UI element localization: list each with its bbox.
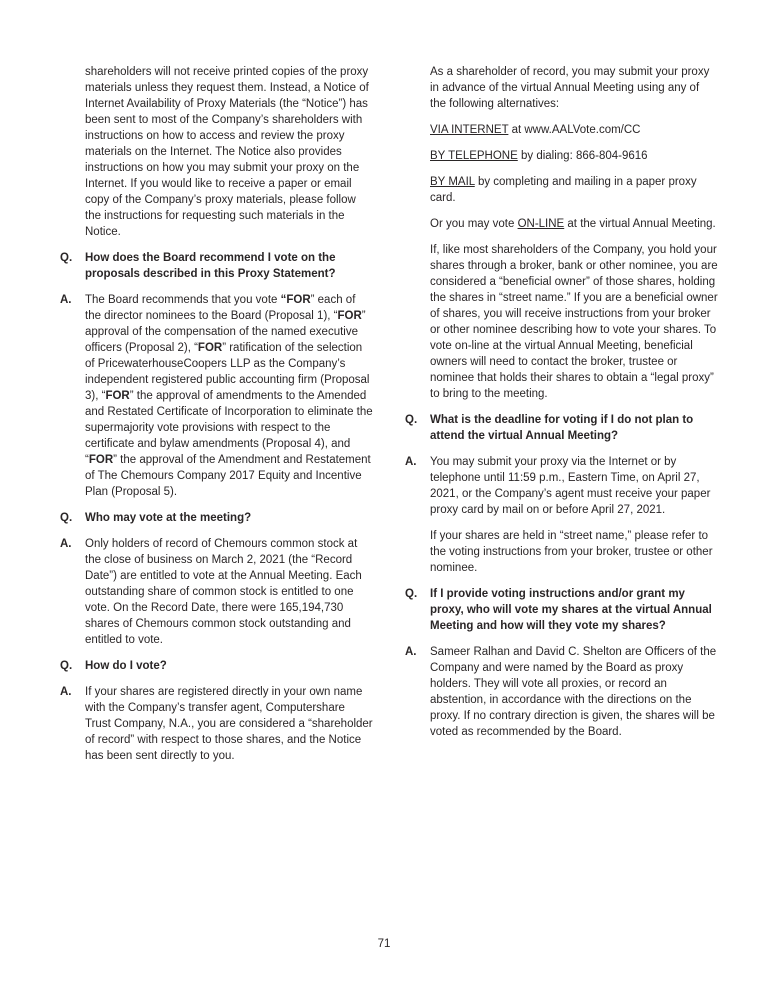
a-marker: A.: [60, 294, 72, 306]
q-marker: Q.: [60, 512, 73, 524]
a-marker: A.: [405, 646, 417, 658]
question-text: How do I vote?: [85, 660, 167, 672]
answer-text: The Board recommends that you vote “FOR” each of the director nominees to the Board (Proposal 1), “FOR” approval of the compensation of the named executive officers (Proposal 2), “FOR” ratification of the selection of PricewaterhouseCoopers LLP as the Company’s independent registered public accounting firm (Proposal 3), “FOR” the approval of amendments to the Amended and Restated Certificate of Incorporation to eliminate the supermajority vote provisions with respect to the certificate and bylaw amendments (Proposal 4), and “FOR” the approval of the Amendment and Restatement of The Chemours Company 2017 Equity and Incentive Plan (Proposal 5).: [85, 294, 373, 498]
record-holder-paragraph: As a shareholder of record, you may submit your proxy in advance of the virtual Annual Meeting using any of the following alternatives:: [430, 66, 710, 110]
right-column: [405, 64, 718, 774]
beneficial-owner-paragraph: If, like most shareholders of the Company, you hold your shares through a broker, bank or other nominee, you are considered a “beneficial owner” of those shares, holding the shares in “street name.” If you are a beneficial owner of shares, you will receive instructions from your broker or other nominee describing how to vote your shares. To vote on-line at the virtual Annual Meeting, beneficial owners will need to contact the broker, trustee or nominee that holds their shares to obtain a “legal proxy” to bring to the meeting.: [430, 244, 718, 400]
continuation-paragraph: shareholders will not receive printed copies of the proxy materials unless they request them. Instead, a Notice of Internet Availability of Proxy Materials (the “Notice”) has been sent to most of the Company’s shareholders with instructions on how to access and review the proxy materials on the Internet. The Notice also provides instructions on how you may submit your proxy on the Internet. If you would like to receive a paper or email copy of the Company’s proxy materials, please follow the instructions for requesting such materials in the Notice.: [85, 66, 369, 238]
q-marker: Q.: [405, 588, 418, 600]
answer-continuation-paragraph: If your shares are held in “street name,” please refer to the voting instructions from your broker, trustee or other nominee.: [430, 530, 713, 574]
question-block-who-may-vote: [60, 510, 373, 526]
voting-alternative-telephone: BY TELEPHONE by dialing: 866-804-9616: [430, 150, 648, 162]
page-number: 71: [377, 938, 391, 950]
question-block-board-recommendation: [60, 250, 373, 282]
answer-block-board-recommendation: [60, 292, 373, 500]
answer-text: Sameer Ralhan and David C. Shelton are Officers of the Company and were named by the Board as proxy holders. They will vote all proxies, or record an abstention, in accordance with the directions on the proxy. If no contrary direction is given, the shares will be voted as recommended by the Board.: [430, 646, 717, 738]
a-marker: A.: [60, 686, 72, 698]
answer-text: Only holders of record of Chemours common stock at the close of business on March 2, 2021 (the “Record Date”) are entitled to vote at the Annual Meeting. Each outstanding share of common stock is entitled to one vote. On the Record Date, there were 165,194,730 shares of Chemours common stock outstanding and entitled to vote.: [85, 538, 362, 646]
question-block-deadline: [405, 412, 718, 444]
answer-text: If your shares are registered directly in your own name with the Company’s transfer agent, Computershare Trust Company, N.A., you are considered a “shareholder of record” with respect to those shares, and the Notice has been sent directly to you.: [85, 686, 373, 762]
a-marker: A.: [60, 538, 72, 550]
question-block-proxy-holders: [405, 586, 718, 634]
a-marker: A.: [405, 456, 417, 468]
voting-alternative-mail: BY MAIL by completing and mailing in a paper proxy card.: [430, 176, 697, 204]
question-text: What is the deadline for voting if I do not plan to attend the virtual Annual Meeting?: [430, 414, 694, 442]
voting-alternative-internet: VIA INTERNET at www.AALVote.com/CC: [430, 124, 641, 136]
question-block-how-do-i-vote: [60, 658, 373, 674]
left-column: [60, 64, 373, 774]
q-marker: Q.: [405, 414, 418, 426]
answer-text: You may submit your proxy via the Internet or by telephone until 11:59 p.m., Eastern Time, on April 27, 2021, or the Company’s agent must receive your paper proxy card by mail on or before April 27, 2021.: [430, 456, 711, 516]
question-text: How does the Board recommend I vote on the proposals described in this Proxy Statement?: [85, 252, 336, 280]
q-marker: Q.: [60, 660, 73, 672]
two-column-layout: [60, 64, 718, 774]
answer-block-how-do-i-vote: [60, 684, 373, 764]
answer-block-deadline: [405, 454, 718, 518]
answer-block-who-may-vote: [60, 536, 373, 648]
voting-alternative-online: Or you may vote ON-LINE at the virtual Annual Meeting.: [430, 218, 716, 230]
question-text: Who may vote at the meeting?: [85, 512, 252, 524]
answer-block-proxy-holders: [405, 644, 718, 740]
question-text: If I provide voting instructions and/or grant my proxy, who will vote my shares at the virtual Annual Meeting and how will they vote my shares?: [430, 588, 712, 632]
q-marker: Q.: [60, 252, 73, 264]
